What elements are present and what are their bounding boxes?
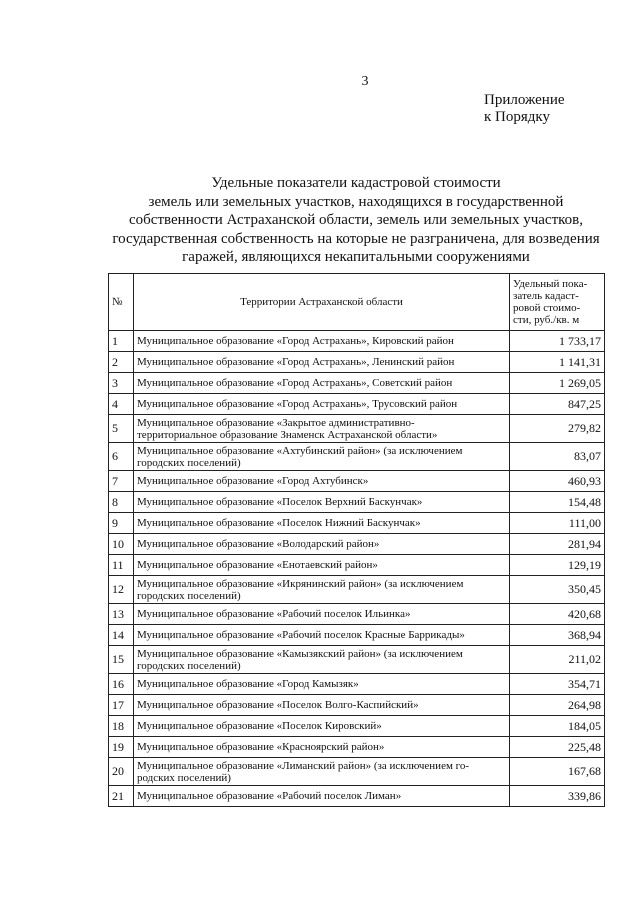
table-row <box>109 695 605 716</box>
territory-line: Муниципальное образование «Город Камызяк» <box>137 678 359 690</box>
table-row <box>109 625 605 646</box>
territory-line: Муниципальное образование «Поселок Верхний Баскунчак» <box>137 496 423 508</box>
row-number: 15 <box>109 646 134 674</box>
territory-line: Муниципальное образование «Поселок Нижний Баскунчак» <box>137 517 421 529</box>
territory-line: Муниципальное образование «Рабочий поселок Красные Баррикады» <box>137 629 465 641</box>
row-territory <box>134 758 510 786</box>
territory-line: Муниципальное образование «Поселок Кировский» <box>137 720 382 732</box>
row-number: 4 <box>109 394 134 415</box>
title-line: гаражей, являющихся некапитальными сооружениями <box>182 249 530 265</box>
row-territory <box>134 331 510 352</box>
territory-line: городских поселений) <box>137 659 241 672</box>
row-territory <box>134 555 510 576</box>
title-line: Удельные показатели кадастровой стоимости <box>211 175 501 191</box>
row-number: 20 <box>109 758 134 786</box>
document-title <box>96 174 616 267</box>
table-row <box>109 604 605 625</box>
cadastral-value-table <box>108 273 605 807</box>
territory-line: Муниципальное образование «Рабочий поселок Лиман» <box>137 790 402 802</box>
row-number: 6 <box>109 443 134 471</box>
row-number: 12 <box>109 576 134 604</box>
row-value: 167,68 <box>510 758 605 786</box>
row-number: 3 <box>109 373 134 394</box>
title-line: собственности Астраханской области, земель или земельных участков, <box>129 212 583 228</box>
row-value: 350,45 <box>510 576 605 604</box>
row-value: 1 733,17 <box>510 331 605 352</box>
row-value: 154,48 <box>510 492 605 513</box>
header-territory: Территории Астраханской области <box>134 274 510 331</box>
row-number: 17 <box>109 695 134 716</box>
table-row <box>109 373 605 394</box>
table-row <box>109 331 605 352</box>
table-row <box>109 674 605 695</box>
table-row <box>109 758 605 786</box>
table-row <box>109 394 605 415</box>
table-row <box>109 576 605 604</box>
row-number: 18 <box>109 716 134 737</box>
row-number: 13 <box>109 604 134 625</box>
row-number: 21 <box>109 786 134 807</box>
row-value: 264,98 <box>510 695 605 716</box>
row-territory <box>134 576 510 604</box>
territory-line: городских поселений) <box>137 589 241 602</box>
territory-line: Муниципальное образование «Володарский район» <box>137 538 380 550</box>
territory-line: Муниципальное образование «Город Астрахань», Трусовский район <box>137 398 458 410</box>
table-header-row <box>109 274 605 331</box>
page-number: 3 <box>361 74 369 89</box>
row-territory <box>134 695 510 716</box>
row-territory <box>134 415 510 443</box>
row-number: 2 <box>109 352 134 373</box>
row-number: 5 <box>109 415 134 443</box>
row-number: 16 <box>109 674 134 695</box>
territory-line: Муниципальное образование «Рабочий поселок Ильинка» <box>137 608 411 620</box>
row-territory <box>134 604 510 625</box>
table-row <box>109 716 605 737</box>
row-value: 279,82 <box>510 415 605 443</box>
row-value: 281,94 <box>510 534 605 555</box>
row-territory <box>134 674 510 695</box>
territory-line: Муниципальное образование «Ахтубинский район» (за исключением <box>137 444 463 457</box>
table-row <box>109 443 605 471</box>
table-row <box>109 646 605 674</box>
title-line: государственная собственность на которые не разграничена, для возведения <box>112 230 600 247</box>
row-value: 211,02 <box>510 646 605 674</box>
row-value: 129,19 <box>510 555 605 576</box>
table-row <box>109 737 605 758</box>
row-number: 8 <box>109 492 134 513</box>
territory-line: Муниципальное образование «Город Ахтубинск» <box>137 475 369 487</box>
territory-line: Муниципальное образование «Енотаевский район» <box>137 559 378 571</box>
row-number: 14 <box>109 625 134 646</box>
row-value: 184,05 <box>510 716 605 737</box>
table-row <box>109 534 605 555</box>
appendix-line-1: Приложение <box>484 92 565 108</box>
territory-line: Муниципальное образование «Икрянинский район» (за исключением <box>137 577 464 590</box>
row-value: 225,48 <box>510 737 605 758</box>
row-value: 354,71 <box>510 674 605 695</box>
row-value: 1 141,31 <box>510 352 605 373</box>
territory-line: городских поселений) <box>137 456 241 469</box>
header-value <box>510 274 605 331</box>
title-line: земель или земельных участков, находящихся в государственной <box>148 193 564 210</box>
row-territory <box>134 394 510 415</box>
row-number: 9 <box>109 513 134 534</box>
row-value: 83,07 <box>510 443 605 471</box>
row-value: 420,68 <box>510 604 605 625</box>
table-row <box>109 786 605 807</box>
territory-line: Муниципальное образование «Красноярский район» <box>137 741 385 753</box>
table-row <box>109 555 605 576</box>
row-value: 1 269,05 <box>510 373 605 394</box>
row-territory <box>134 443 510 471</box>
header-number: № <box>109 274 134 331</box>
row-territory <box>134 625 510 646</box>
territory-line: Муниципальное образование «Лиманский район» (за исключением го- <box>137 759 470 772</box>
appendix-note <box>484 92 565 126</box>
row-territory <box>134 492 510 513</box>
territory-line: Муниципальное образование «Камызякский район» (за исключением <box>137 647 463 660</box>
header-value-line: сти, руб./кв. м <box>513 314 580 326</box>
table-row <box>109 415 605 443</box>
row-value: 460,93 <box>510 471 605 492</box>
row-number: 7 <box>109 471 134 492</box>
table-row <box>109 513 605 534</box>
row-territory <box>134 352 510 373</box>
row-value: 368,94 <box>510 625 605 646</box>
row-territory <box>134 737 510 758</box>
row-number: 1 <box>109 331 134 352</box>
row-number: 19 <box>109 737 134 758</box>
header-value-line: ровой стоимо- <box>513 302 581 314</box>
table-row <box>109 471 605 492</box>
territory-line: Муниципальное образование «Город Астрахань», Кировский район <box>137 335 454 347</box>
appendix-line-2: к Порядку <box>484 109 550 125</box>
territory-line: Муниципальное образование «Закрытое административно- <box>137 416 415 429</box>
territory-line: Муниципальное образование «Поселок Волго-Каспийский» <box>137 699 419 711</box>
territory-line: родских поселений) <box>137 771 231 784</box>
table-row <box>109 492 605 513</box>
row-territory <box>134 786 510 807</box>
row-value: 111,00 <box>510 513 605 534</box>
territory-line: Муниципальное образование «Город Астрахань», Ленинский район <box>137 356 455 368</box>
territory-line: территориальное образование Знаменск Астраханской области» <box>137 428 438 441</box>
row-number: 10 <box>109 534 134 555</box>
header-value-line: Удельный пока- <box>513 278 588 290</box>
row-territory <box>134 373 510 394</box>
territory-line: Муниципальное образование «Город Астрахань», Советский район <box>137 377 453 389</box>
row-territory <box>134 534 510 555</box>
row-territory <box>134 513 510 534</box>
row-value: 339,86 <box>510 786 605 807</box>
row-number: 11 <box>109 555 134 576</box>
row-territory <box>134 716 510 737</box>
row-territory <box>134 646 510 674</box>
row-value: 847,25 <box>510 394 605 415</box>
table-body <box>109 331 605 807</box>
header-value-line: затель кадаст- <box>513 290 579 302</box>
row-territory <box>134 471 510 492</box>
table-row <box>109 352 605 373</box>
